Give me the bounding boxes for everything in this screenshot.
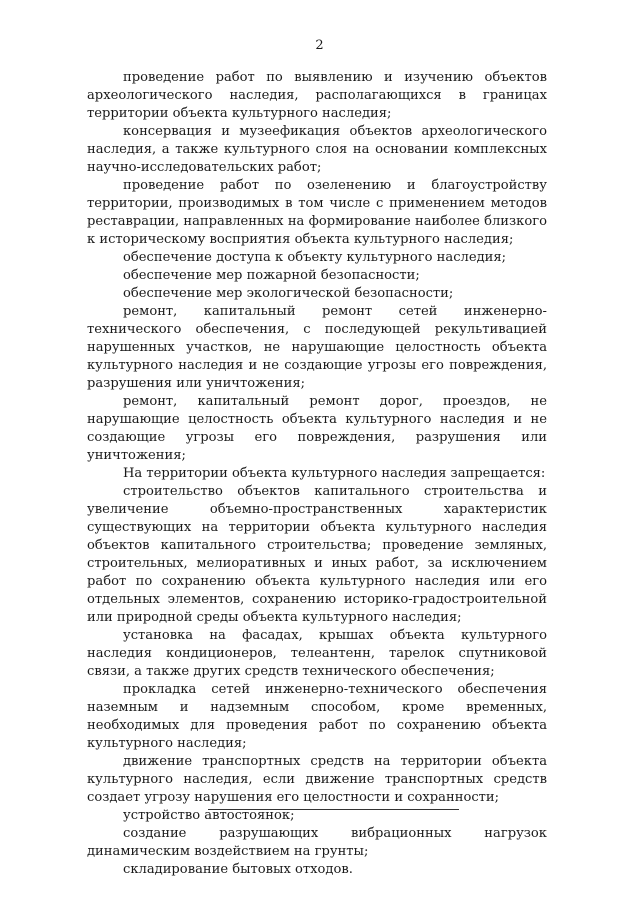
paragraph: движение транспортных средств на территории объекта культурного наследия, если движение транспортных средств создает угрозу нарушения его целостности и сохранности; — [87, 754, 547, 805]
paragraph: обеспечение доступа к объекту культурного наследия; — [123, 250, 507, 265]
paragraph: устройство автостоянок; — [123, 808, 295, 823]
paragraph: складирование бытовых отходов. — [123, 862, 353, 877]
paragraph: консервация и музеефикация объектов археологического наследия, а также культурного слоя на основании комплексных научно-исследовательских работ; — [87, 124, 547, 175]
paragraph: строительство объектов капитального строительства и увеличение объемно-пространственных характеристик существующих на территории объекта культурного наследия объектов капитального строительства; проведение земляных, строительных, мелиоративных и иных работ, за исключением работ по сохранению объекта культурного наследия или его отдельных элементов, сохранению историко-градостроительной или природной среды объекта культурного наследия; — [87, 484, 547, 625]
paragraph: ремонт, капитальный ремонт дорог, проездов, не нарушающие целостность объекта культурного наследия и не создающие угрозы его повреждения, разрушения или уничтожения; — [87, 394, 547, 463]
paragraph: установка на фасадах, крышах объекта культурного наследия кондиционеров, телеантенн, тарелок спутниковой связи, а также других средств технического обеспечения; — [87, 628, 547, 679]
end-divider — [208, 809, 459, 810]
paragraph: обеспечение мер пожарной безопасности; — [123, 268, 420, 283]
paragraph: обеспечение мер экологической безопасности; — [123, 286, 454, 301]
paragraph: прокладка сетей инженерно-технического обеспечения наземным и надземным способом, кроме временных, необходимых для проведения работ по сохранению объекта культурного наследия; — [87, 682, 547, 751]
paragraph: проведение работ по выявлению и изучению объектов археологического наследия, располагающихся в границах территории объекта культурного наследия; — [87, 70, 547, 121]
paragraph: проведение работ по озеленению и благоустройству территории, производимых в том числе с применением методов реставрации, направленных на формирование наиболее близкого к историческому восприятия объекта культурного наследия; — [87, 178, 547, 247]
page-number: 2 — [315, 38, 324, 53]
paragraph: На территории объекта культурного наследия запрещается: — [123, 466, 546, 481]
document-body — [87, 69, 547, 879]
paragraph: создание разрушающих вибрационных нагрузок динамическим воздействием на грунты; — [87, 826, 547, 859]
paragraph: ремонт, капитальный ремонт сетей инженерно-технического обеспечения, с последующей рекультивацией нарушенных участков, не нарушающие целостность объекта культурного наследия и не создающие угрозы его повреждения, разрушения или уничтожения; — [87, 304, 547, 391]
